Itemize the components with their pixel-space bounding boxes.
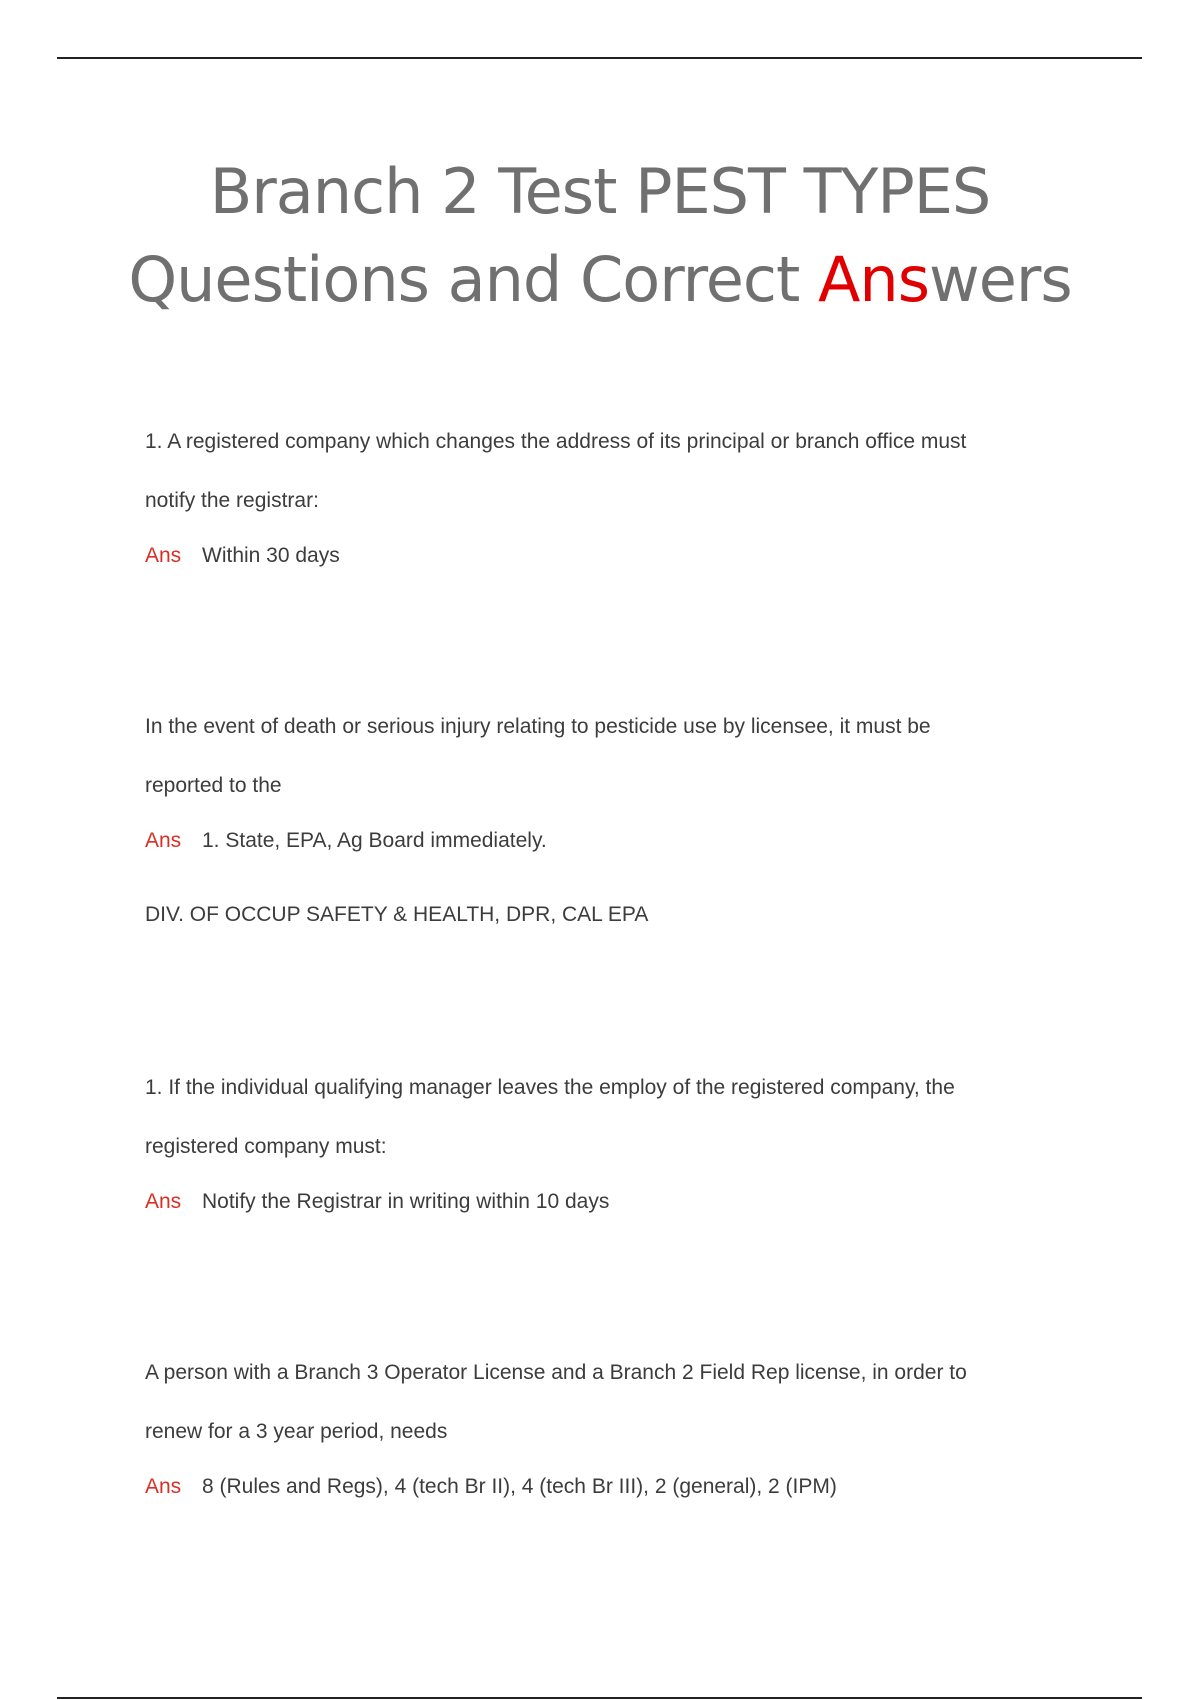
answer-text: 8 (Rules and Regs), 4 (tech Br II), 4 (tech Br III), 2 (general), 2 (IPM) xyxy=(202,1475,837,1498)
title-line-1: Branch 2 Test PEST TYPES xyxy=(209,155,991,228)
title-line-2-prefix: Questions and Correct xyxy=(128,243,818,316)
question-line: 1. If the individual qualifying manager leaves the employ of the registered company, the xyxy=(145,1076,955,1099)
answer-text: Notify the Registrar in writing within 10 days xyxy=(202,1190,610,1213)
ans-label: Ans xyxy=(145,1190,182,1213)
question xyxy=(145,1058,1045,1176)
answer-text: 1. State, EPA, Ag Board immediately. xyxy=(202,829,547,852)
title-accent: Ans xyxy=(818,243,930,316)
answer-row xyxy=(145,1187,1045,1217)
answer-extra: DIV. OF OCCUP SAFETY & HEALTH, DPR, CAL EPA xyxy=(145,903,649,926)
top-rule xyxy=(57,57,1142,59)
ans-label: Ans xyxy=(145,1475,182,1498)
question-line: renew for a 3 year period, needs xyxy=(145,1420,448,1443)
answer-row xyxy=(145,1472,1045,1502)
question xyxy=(145,412,1045,530)
question-line: reported to the xyxy=(145,774,282,797)
qa-item xyxy=(145,1058,1045,1217)
bottom-rule xyxy=(57,1697,1142,1699)
answer-row xyxy=(145,541,1045,571)
question-line: registered company must: xyxy=(145,1135,387,1158)
ans-label: Ans xyxy=(145,829,182,852)
title-line-2 xyxy=(0,236,1200,324)
title-line-2-suffix: wers xyxy=(929,243,1072,316)
ans-label: Ans xyxy=(145,544,182,567)
question xyxy=(145,1343,1045,1461)
question-line: A person with a Branch 3 Operator License and a Branch 2 Field Rep license, in order to xyxy=(145,1361,967,1384)
question-line: notify the registrar: xyxy=(145,489,319,512)
qa-item xyxy=(145,697,1045,930)
qa-item xyxy=(145,1343,1045,1502)
answer-row xyxy=(145,826,1045,856)
question-line: In the event of death or serious injury relating to pesticide use by licensee, it must be xyxy=(145,715,931,738)
answer-text: Within 30 days xyxy=(202,544,340,567)
qa-item xyxy=(145,412,1045,571)
page-title xyxy=(0,148,1200,324)
question-line: 1. A registered company which changes the address of its principal or branch office must xyxy=(145,430,967,453)
question xyxy=(145,697,1045,815)
